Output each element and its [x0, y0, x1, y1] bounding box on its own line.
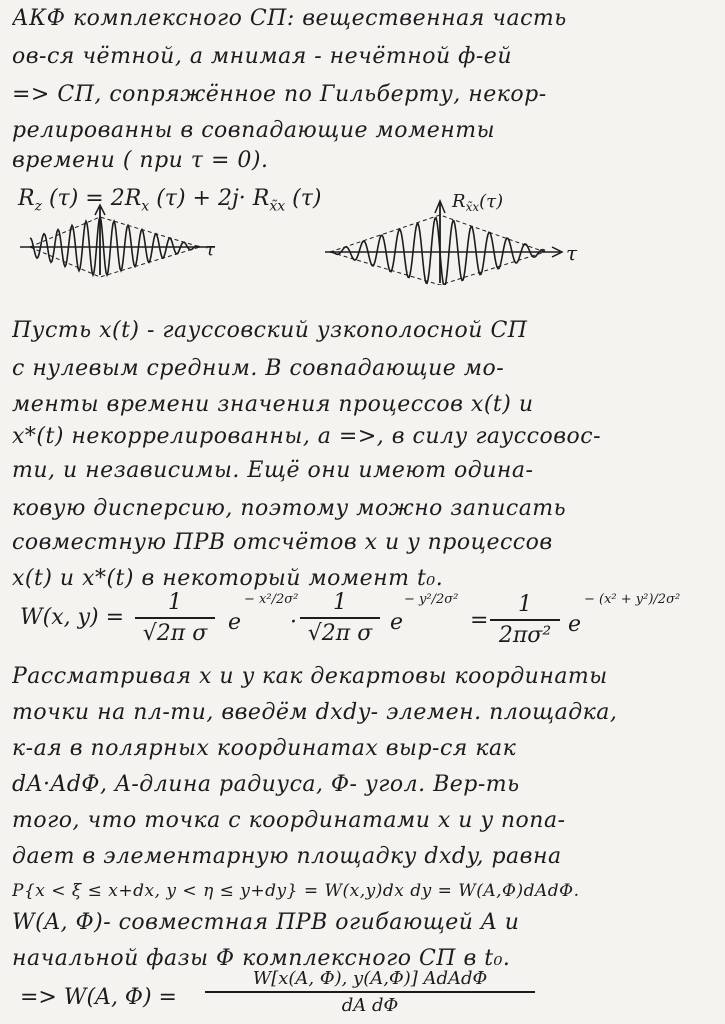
- text-line: x(t) и x*(t) в некоторый момент t₀.: [12, 566, 444, 591]
- left-oscillation: [30, 217, 200, 275]
- text-line: АКФ комплексного СП: вещественная часть: [12, 6, 567, 31]
- right-plot-title-sub: x̃x: [465, 200, 480, 214]
- text-line: dA·AdΦ, A-длина радиуса, Φ- угол. Вер-ть: [12, 772, 520, 797]
- formula2-frac2-num: 1: [333, 590, 347, 615]
- formula2-frac3-den: 2πσ²: [498, 623, 552, 648]
- text-line: ти, и независимы. Ещё они имеют одина-: [12, 458, 534, 483]
- sketch-plots: [0, 185, 725, 285]
- formula2-equals: =: [470, 608, 489, 633]
- text-line: того, что точка с координатами x и y попа-: [12, 808, 566, 833]
- right-sketch-plot: [325, 201, 562, 285]
- right-plot-title-arg: (τ): [479, 191, 504, 212]
- text-line: => СП, сопряжённое по Гильберту, некор-: [12, 82, 547, 107]
- formula2-frac1-num: 1: [168, 590, 182, 615]
- formula3-frac: [205, 968, 535, 1016]
- formula2-exp2: − y²/2σ²: [404, 592, 459, 607]
- formula3-num: W[x(A, Φ), y(A,Φ)] AdAdΦ: [252, 968, 488, 989]
- text-line: Пусть x(t) - гауссовский узкополосной СП: [12, 318, 528, 343]
- formula-term1: 2R: [110, 186, 142, 211]
- formula2-frac1-den: √2π σ: [142, 621, 208, 646]
- text-line: ковую дисперсию, поэтому можно записать: [12, 496, 567, 521]
- text-line: точки на пл-ти, введём dxdy- элемен. площадка,: [12, 700, 618, 725]
- text-line: ов-ся чётной, а мнимая - нечётной ф-ей: [12, 44, 512, 69]
- formula-term2: R: [252, 186, 270, 211]
- text-line: менты времени значения процессов x(t) и: [12, 392, 534, 417]
- formula2-frac2-den: √2π σ: [307, 621, 373, 646]
- formula-term1-arg: (τ) + 2j·: [156, 186, 246, 211]
- text-line: релированны в совпадающие моменты: [12, 118, 496, 143]
- formula2-exp1: − x²/2σ²: [244, 592, 299, 607]
- formula2-e2: e: [390, 610, 404, 635]
- formula2-lhs: W(x, y) =: [20, 605, 125, 630]
- text-line: дает в элементарную площадку dxdy, равна: [12, 844, 562, 869]
- formula2-frac1: [135, 590, 215, 646]
- formula2-exp3: − (x² + y²)/2σ²: [584, 592, 681, 607]
- formula3-den: dA dΦ: [341, 995, 399, 1016]
- formula-term1-sub: x: [141, 198, 150, 215]
- text-line: W(A, Φ)- совместная ПРВ огибающей A и: [12, 910, 520, 935]
- formula2-frac3-num: 1: [518, 592, 532, 617]
- formula2-dot: ·: [290, 610, 297, 635]
- formula-lhs-sub: z: [34, 198, 42, 215]
- text-line: начальной фазы Φ комплексного СП в t₀.: [12, 946, 511, 971]
- formula-term2-arg: (τ): [292, 186, 322, 211]
- formula-lhs-arg: (τ) =: [48, 186, 104, 211]
- formula2-e1: e: [228, 610, 242, 635]
- text-line: x*(t) некоррелированны, а =>, в силу гауссовос-: [12, 424, 602, 449]
- text-line: Рассматривая x и y как декартовы координаты: [12, 664, 608, 689]
- formula2-frac3: [490, 592, 560, 648]
- text-line: к-ая в полярных координатах выр-ся как: [12, 736, 517, 761]
- right-plot-title-main: R: [452, 191, 466, 212]
- right-axis-label: τ: [566, 241, 578, 265]
- formula3-lhs: => W(A, Φ) =: [20, 985, 177, 1010]
- formula2-e3: e: [568, 612, 582, 637]
- text-line: времени ( при τ = 0).: [12, 148, 269, 173]
- text-line: с нулевым средним. В совпадающие мо-: [12, 356, 505, 381]
- text-line-probability: P{x < ξ ≤ x+dx, y < η ≤ y+dy} = W(x,y)dx dy = W(A,Φ)dAdΦ.: [12, 881, 580, 901]
- left-axis-label: τ: [205, 239, 215, 260]
- text-line: совместную ПРВ отсчётов x и y процессов: [12, 530, 553, 555]
- formula2-frac2: [300, 590, 380, 646]
- left-sketch-plot: [20, 205, 215, 277]
- formula-lhs: R: [18, 186, 35, 211]
- formula-term2-sub: x̃x: [269, 198, 286, 215]
- right-plot-title: [451, 191, 503, 214]
